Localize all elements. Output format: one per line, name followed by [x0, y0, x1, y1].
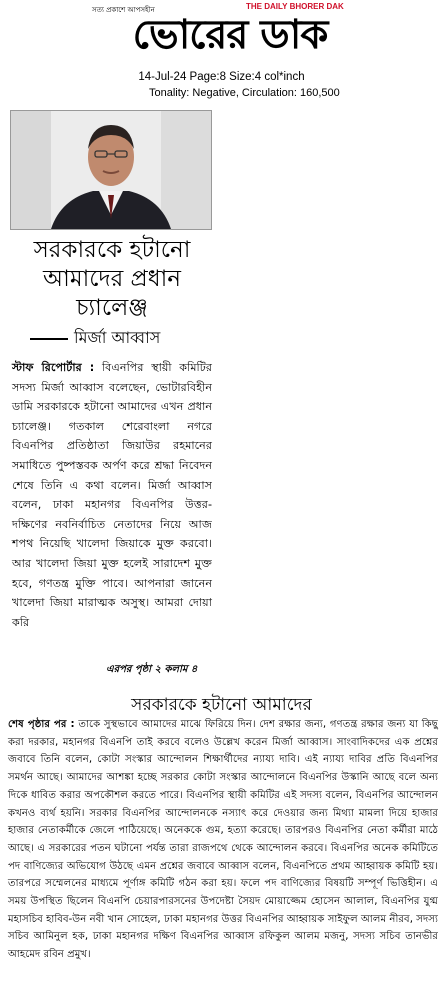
byline — [30, 325, 220, 352]
continuation-headline: সরকারকে হটানো আমাদের — [131, 695, 312, 715]
author-photo — [10, 110, 212, 230]
article-body — [12, 358, 212, 632]
continuation-text: তাকে সুস্থভাবে আমাদের মাঝে ফিরিয়ে দিন। দেশ রক্ষার জন্য, গণতন্ত্র রক্ষার জন্য যা কিছু করা দরকার, মহানগর বিএনপি তাই করবে বলেও উল্লেখ করেন মির্জা আব্বাস। সাংবাদিকদের এক প্রশ্নের জবাবে তিনি বলেন, কোটা সংস্কার আন্দোলন শিক্ষার্থীদের ন্যায্য দাবি। এই ন্যায্য দাবির প্রতি বিএনপির সমর্থন আছে। আমাদের আশঙ্কা হচ্ছে সরকার কোটা সংস্কার আন্দোলনে বিএনপির উস্কানি আছে বলে অন্য দিকে ধাবিত করার অপকৌশল করতে পারে। বিএনপির স্থায়ী কমিটির এই সদস্য বলেন, বিএনপির আন্দোলন কখনও ব্যর্থ হয়নি। সরকার বিএনপির আন্দোলনকে নস্যাৎ করে দেওয়ার জন্য মিথ্যা মামলা দিয়ে হাজার হাজার নেতাকর্মীকে জেলে পাঠিয়েছে। অনেককে গুম, হত্যা করেছে। তারপরও বিএনপির নেতা কর্মীরা মাঠে আছে। এ সরকারের পতন ঘটানো পর্যন্ত তারা রাজপথে থেকে আন্দোলন করবে। বিএনপির অনেক কমিটিতে পদ বাণিজ্যের অভিযোগ উঠছে এমন প্রশ্নের জবাবে আব্বাস বলেন, বিএনপিতে প্রথম আহ্বায়ক কমিটি হয়। তারপরে সম্মেলনের মাধ্যমে পূর্ণাঙ্গ কমিটি গঠন করা হয়। ফলে পদ বাণিজ্যের বিষয়টি সম্পূর্ণ ভিত্তিহীন। এ সময় উপস্থিত ছিলেন বিএনপি চেয়ারপারসনের উপদেষ্টা সৈয়দ মোয়াজ্জেম হোসেন আলাল, বিএনপির যুগ্ম মহাসচিব হাবিব-উন নবী খান সোহেল, ঢাকা মহানগর উত্তর বিএনপির আহ্বায়ক সাইফুল আলম নীরব, সদস্য সচিব আমিনুল হক, ঢাকা মহানগর দক্ষিণ বিএনপির আব্বাস রফিকুল আলম মজনু, সদস্য সচিব তানভীর আহমেদ রবিন প্রমুখ। — [8, 719, 438, 961]
article-headline — [12, 236, 212, 323]
headline-line: চ্যালেঞ্জ — [76, 295, 148, 321]
continuation-body — [8, 716, 438, 964]
clip-meta-date-page: 14-Jul-24 Page:8 Size:4 col*inch — [138, 71, 305, 83]
lead-label: স্টাফ রিপোর্টার : — [12, 361, 95, 374]
author-name: মির্জা আব্বাস — [74, 328, 161, 347]
headline-line: আমাদের প্রধান — [42, 266, 181, 292]
headline-line: সরকারকে হটানো — [33, 237, 191, 263]
masthead-english-name: THE DAILY BHORER DAK — [246, 2, 344, 11]
clip-meta-tonality: Tonality: Negative, Circulation: 160,500 — [149, 87, 340, 99]
masthead — [0, 0, 443, 72]
continuation-lead-label: শেষ পৃষ্ঠার পর : — [8, 719, 75, 730]
newspaper-logo: ভোরের ডাক — [132, 12, 328, 58]
masthead-tagline: সত্য প্রকাশে আপসহীন — [92, 6, 155, 14]
continued-note: এরপর পৃষ্ঠা ২ কলাম ৪ — [106, 664, 198, 675]
portrait-illustration — [11, 111, 211, 229]
byline-dash — [30, 338, 68, 340]
article-text: বিএনপির স্থায়ী কমিটির সদস্য মির্জা আব্বাস বলেছেন, ভোটারবিহীন ডামি সরকারকে হটানো আমাদের এখন প্রধান চ্যালেঞ্জ। গতকাল শেরেবাংলা নগরে বিএনপির প্রতিষ্ঠাতা জিয়াউর রহমানের সমাধিতে পুষ্পস্তবক অর্পণ করে শ্রদ্ধা নিবেদন শেষে তিনি এ কথা বলেন। মির্জা আব্বাস বলেন, ঢাকা মহানগর বিএনপির উত্তর-দক্ষিণের নবনির্বাচিত নেতাদের নিয়ে আজ শপথ নিয়েছি খালেদা জিয়াকে মুক্ত করবো। আর খালেদা জিয়া মুক্ত হলেই সারাদেশ মুক্ত হবে, গণতন্ত্র মুক্তি পাবে। আপনারা জানেন খালেদা জিয়া মারাত্মক অসুস্থ। আমরা দোয়া করি — [12, 361, 212, 629]
